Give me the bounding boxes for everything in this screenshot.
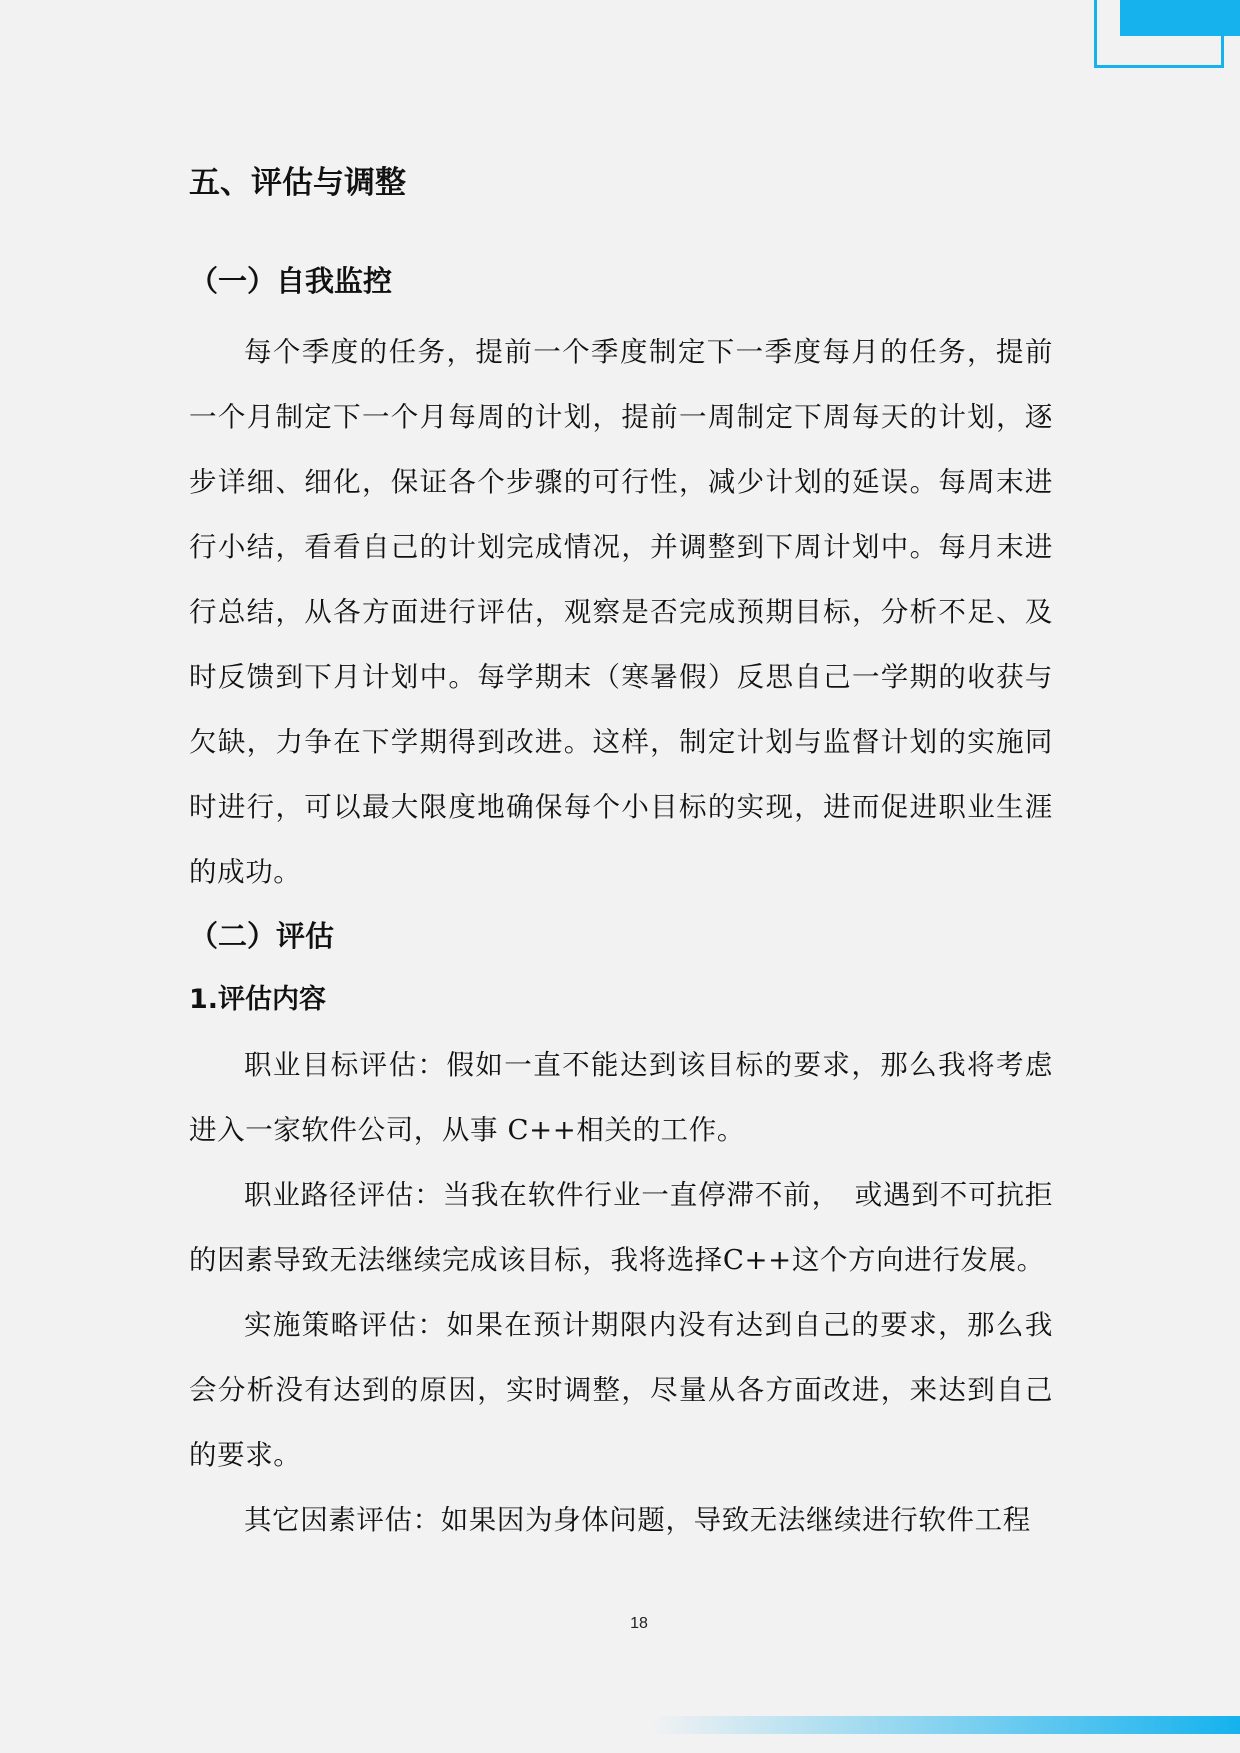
page-number: 18 xyxy=(630,1615,648,1632)
paragraph-self-monitoring: 每个季度的任务，提前一个季度制定下一季度每月的任务，提前一个月制定下一个月每周的计划，提前一周制定下周每天的计划，逐步详细、细化，保证各个步骤的可行性，减少计划的延误。每周末进行小结，看看自己的计划完成情况，并调整到下周计划中。每月末进行总结，从各方面进行评估，观察是否完成预期目标，分析不足、及时反馈到下月计划中。每学期末（寒暑假）反思自己一学期的收获与欠缺，力争在下学期得到改进。这样，制定计划与监督计划的实施同时进行，可以最大限度地确保每个小目标的实现，进而促进职业生涯的成功。 xyxy=(189,336,1053,888)
subsection-title-evaluation: （二）评估 xyxy=(189,919,335,953)
paragraph-strategy-evaluation: 实施策略评估：如果在预计期限内没有达到自己的要求，那么我会分析没有达到的原因，实时调整，尽量从各方面改进，来达到自己的要求。 xyxy=(189,1309,1053,1471)
bottom-gradient-bar xyxy=(650,1716,1240,1734)
section-title: 五、评估与调整 xyxy=(189,165,406,201)
page-content xyxy=(189,158,1053,1553)
paragraph-other-factors-evaluation: 其它因素评估：如果因为身体问题，导致无法继续进行软件工程 xyxy=(244,1504,1031,1536)
subheading-evaluation-content: 1.评估内容 xyxy=(189,984,327,1015)
paragraph-career-goal-evaluation: 职业目标评估：假如一直不能达到该目标的要求，那么我将考虑进入一家软件公司，从事 C++相关的工作。 xyxy=(189,1049,1053,1146)
corner-decoration-fill xyxy=(1120,0,1240,36)
subsection-title-self-monitoring: （一）自我监控 xyxy=(189,264,393,298)
paragraph-career-path-evaluation: 职业路径评估：当我在软件行业一直停滞不前， 或遇到不可抗拒的因素导致无法继续完成该目标，我将选择C++这个方向进行发展。 xyxy=(189,1179,1053,1276)
